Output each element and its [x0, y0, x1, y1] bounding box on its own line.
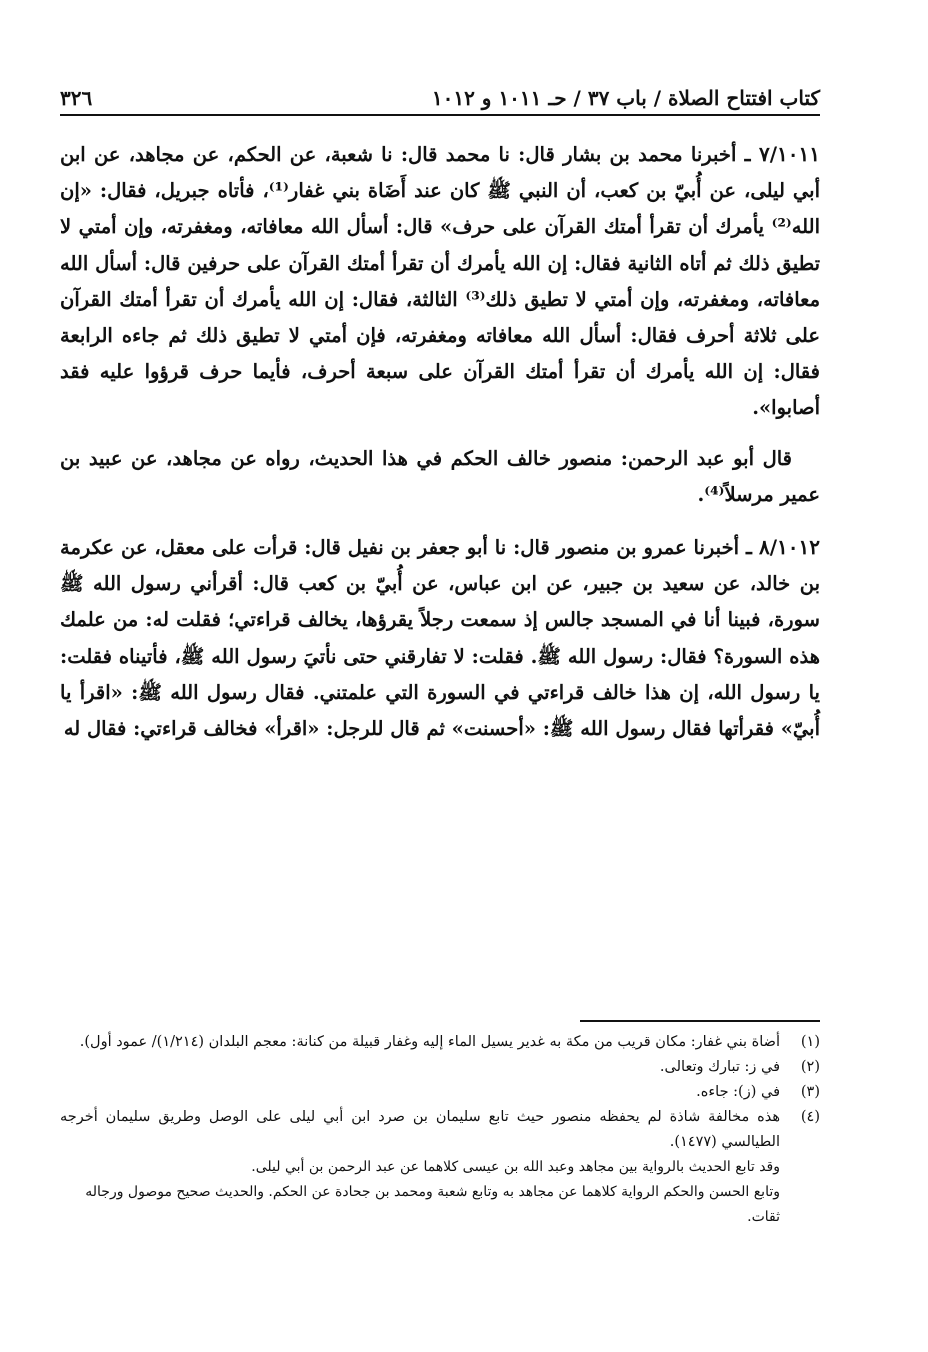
footnote	[60, 1105, 820, 1155]
footnote-number: (٢)	[800, 1059, 820, 1075]
page-number: ٣٢٦	[60, 86, 93, 110]
footnote-number: (٤)	[800, 1109, 820, 1125]
hadith-text: أخبرنا عمرو بن منصور قال: نا أبو جعفر بن نفيل قال: قرأت على معقل، عن عكرمة بن خالد، عن سعيد بن جبير، عن ابن عباس، عن أُبيّ بن كعب قال: أقرأني رسول الله ﷺ سورة، فبينا أنا في المسجد جالس إذ سمعت رجلاً يقرؤها، يخالف قراءتي؛ فقلت له: من علمك هذه السورة؟ فقال: رسول الله ﷺ. فقلت: لا تفارقني حتى نأتيَ رسول الله ﷺ، فأتيناه فقلت: يا رسول الله، إن هذا خالف قراءتي في السورة التي علمتني. فقال رسول الله ﷺ: «اقرأ يا أُبيّ» فقرأتها فقال رسول الله ﷺ: «أحسنت» ثم قال للرجل: «اقرأ» فخالف قراءتي: فقال له	[60, 536, 820, 741]
hadith-number: ٨/١٠١٢ ـ	[746, 535, 820, 560]
footnote-text: في ز: تبارك وتعالى.	[659, 1059, 780, 1075]
footnotes	[60, 1030, 820, 1230]
footnote-continuation: وتابع الحسن والحكم الرواية كلاهما عن مجاهد به وتابع شعبة ومحمد بن جحادة عن الحكم. والحديث صحيح موصول ورجاله ثقات.	[85, 1184, 780, 1225]
page-header	[60, 80, 820, 116]
hadith-paragraph	[60, 529, 820, 747]
footnote-text: أضاة بني غفار: مكان قريب من مكة به غدير يسيل الماء إليه وغفار قبيلة من كنانة: معجم البلدان (١/٢١٤)/ عمود أول).	[79, 1034, 780, 1050]
footnote	[60, 1030, 820, 1055]
footnote-text: في (ز): جاءه.	[696, 1084, 780, 1100]
hadith-text: أخبرنا محمد بن بشار قال: نا محمد قال: نا شعبة، عن الحكم، عن مجاهد، عن ابن أبي ليلى، عن أُبيّ بن كعب، أن النبي ﷺ كان عند أَضَاة بني غفار⁽¹⁾، فأتاه جبريل، فقال: «إن الله⁽²⁾ يأمرك أن تقرأ أمتك القرآن على حرف» قال: أسأل الله معافاته، ومغفرته، وإن أمتي لا تطيق ذلك ثم أتاه الثانية فقال: إن الله يأمرك أن تقرأ أمتك القرآن على حرفين قال: أسأل الله معافاته، ومغفرته، وإن أمتي لا تطيق ذلك⁽³⁾ الثالثة، فقال: إن الله يأمرك أن تقرأ أمتك القرآن على ثلاثة أحرف فقال: أسأل الله معافاته ومغفرته، فإن أمتي لا تطيق ذلك ثم جاءه الرابعة فقال: إن الله يأمرك أن تقرأ أمتك القرآن على سبعة أحرف، فأيما حرف قرؤوا عليه فقد أصابوا».	[60, 143, 821, 420]
footnote	[60, 1055, 820, 1080]
header-title: كتاب افتتاح الصلاة / باب ٣٧ / حـ ١٠١١ و ١٠١٢	[431, 86, 820, 110]
commentary-paragraph	[60, 441, 820, 513]
footnote	[60, 1080, 820, 1105]
book-page	[60, 80, 820, 1320]
commentary-text: قال أبو عبد الرحمن: منصور خالف الحكم في هذا الحديث، رواه عن مجاهد، عن عبيد بن عمير مرسلاً⁽⁴⁾.	[60, 446, 820, 506]
footnote-number: (٣)	[800, 1084, 820, 1100]
footnote-separator	[580, 1020, 820, 1022]
footnote-number: (١)	[800, 1034, 820, 1050]
main-text	[60, 136, 820, 747]
hadith-paragraph	[60, 136, 820, 427]
hadith-number: ٧/١٠١١ ـ	[744, 142, 820, 166]
footnote-continuation: وقد تابع الحديث بالرواية بين مجاهد وعبد الله بن عيسى كلاهما عن عبد الرحمن بن أبي ليلى.	[251, 1159, 780, 1175]
footnote-text: هذه مخالفة شاذة لم يحفظه منصور حيث تابع سليمان بن صرد ابن أبي ليلى على الوصل وطريق سليمان أخرجه الطيالسي (١٤٧٧).	[60, 1109, 780, 1150]
